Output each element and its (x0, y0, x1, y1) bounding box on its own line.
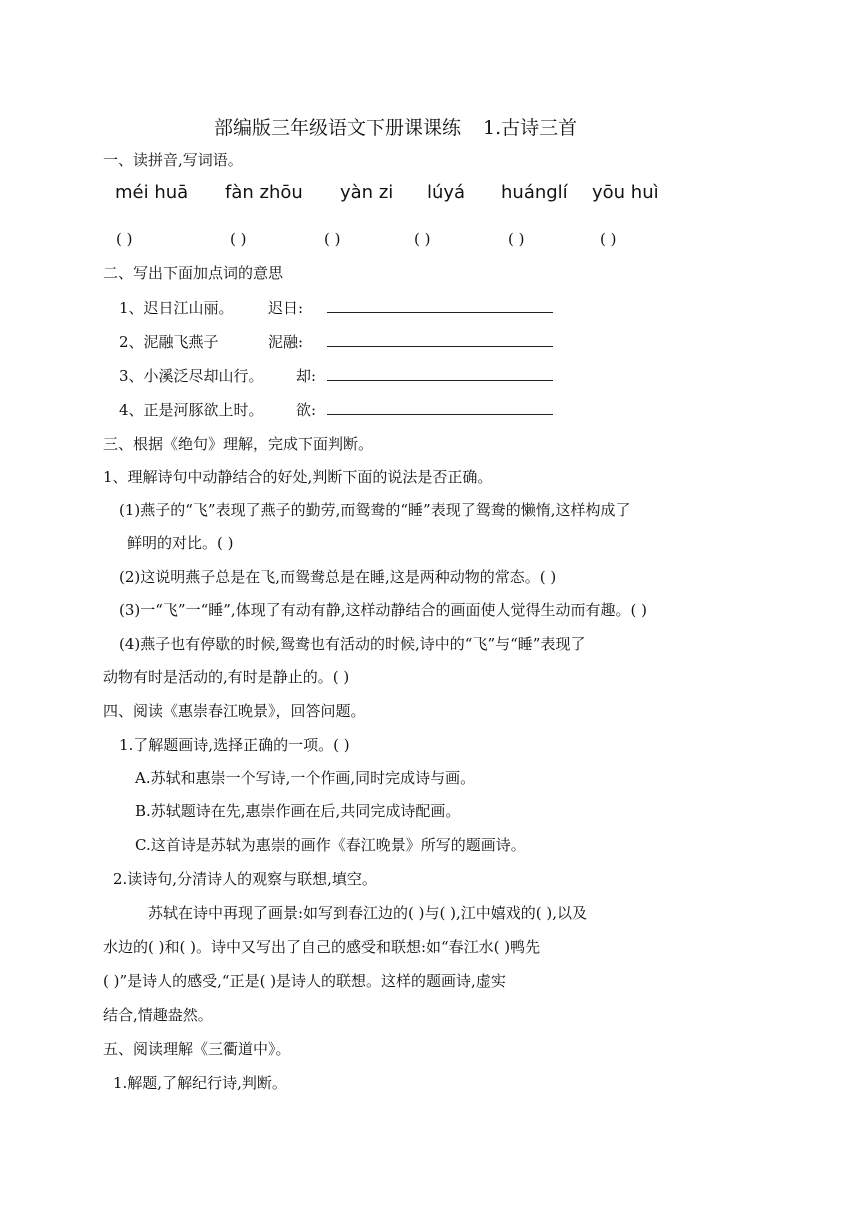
answer-paren-2[interactable]: ( ) (230, 230, 247, 248)
s5-question-1: 1.解题,了解纪行诗,判断。 (113, 1074, 287, 1092)
s2-item-4-question: 4、正是河豚欲上时。 (119, 401, 264, 419)
s3-statement-3[interactable]: (3)一“飞”一“睡”,体现了有动有静,这样动静结合的画面使人觉得生动而有趣。( ) (119, 601, 647, 619)
s3-statement-4b[interactable]: 动物有时是活动的,有时是静止的。( ) (103, 668, 350, 686)
pinyin-6: yōu huì (592, 182, 659, 203)
answer-paren-3[interactable]: ( ) (324, 230, 341, 248)
s3-statement-1b[interactable]: 鲜明的对比。( ) (127, 534, 234, 552)
s2-answer-line-1[interactable] (327, 298, 553, 313)
s4-option-b: B.苏轼题诗在先,惠崇作画在后,共同完成诗配画。 (135, 802, 461, 820)
section2-heading: 二、写出下面加点词的意思 (103, 264, 284, 282)
s3-statement-1a: (1)燕子的“飞”表现了燕子的勤劳,而鸳鸯的“睡”表现了鸳鸯的懒惰,这样构成了 (119, 501, 631, 519)
pinyin-4: lúyá (427, 182, 466, 203)
pinyin-3: yàn zi (340, 182, 394, 203)
answer-paren-1[interactable]: ( ) (116, 230, 133, 248)
s3-statement-4a: (4)燕子也有停歇的时候,鸳鸯也有活动的时候,诗中的“飞”与“睡”表现了 (119, 635, 586, 653)
s2-item-4-word: 欲: (296, 401, 317, 419)
s4-paragraph-line-4: 结合,情趣盎然。 (103, 1006, 213, 1024)
section4-heading: 四、阅读《惠崇春江晚景》，回答问题。 (103, 702, 366, 720)
section5-heading: 五、阅读理解《三衢道中》。 (103, 1040, 291, 1058)
s3-statement-2[interactable]: (2)这说明燕子总是在飞,而鸳鸯总是在睡,这是两种动物的常态。( ) (119, 568, 557, 586)
title-lesson: 1.古诗三首 (483, 117, 578, 139)
answer-paren-4[interactable]: ( ) (414, 230, 431, 248)
s2-item-2-question: 2、泥融飞燕子 (119, 333, 219, 351)
s2-answer-line-2[interactable] (327, 332, 553, 347)
section3-heading: 三、根据《绝句》理解，完成下面判断。 (103, 435, 374, 453)
answer-paren-5[interactable]: ( ) (508, 230, 525, 248)
answer-paren-6[interactable]: ( ) (600, 230, 617, 248)
s2-item-3 (119, 366, 264, 386)
s2-item-1-question: 1、迟日江山丽。 (119, 299, 234, 317)
s2-item-3-word: 却: (296, 367, 317, 385)
s3-question-1: 1、理解诗句中动静结合的好处,判断下面的说法是否正确。 (103, 468, 493, 486)
s4-question-2: 2.读诗句,分清诗人的观察与联想,填空。 (113, 870, 377, 888)
pinyin-5: huánglí (501, 182, 568, 203)
page-title (214, 115, 577, 141)
s2-item-3-question: 3、小溪泛尽却山行。 (119, 367, 264, 385)
s4-question-1[interactable]: 1.了解题画诗,选择正确的一项。( ) (119, 736, 350, 754)
s2-item-1-word: 迟日: (268, 299, 304, 317)
s2-item-2-word: 泥融: (268, 333, 304, 351)
title-main: 部编版三年级语文下册课课练 (214, 117, 462, 139)
s2-answer-line-3[interactable] (327, 366, 553, 381)
s2-answer-line-4[interactable] (327, 400, 553, 415)
pinyin-2: fàn zhōu (225, 182, 303, 203)
s2-item-2 (119, 332, 219, 352)
s4-option-c: C.这首诗是苏轼为惠崇的画作《春江晚景》所写的题画诗。 (135, 836, 526, 854)
section1-heading: 一、读拼音,写词语。 (103, 151, 243, 169)
s4-paragraph-line-2: 水边的( )和( )。诗中又写出了自己的感受和联想:如“春江水( )鸭先 (103, 938, 541, 956)
s4-paragraph-line-1: 苏轼在诗中再现了画景:如写到春江边的( )与( ),江中嬉戏的( ),以及 (148, 904, 588, 922)
s2-item-4 (119, 400, 264, 420)
s2-item-1 (119, 298, 234, 318)
s4-option-a: A.苏轼和惠崇一个写诗,一个作画,同时完成诗与画。 (135, 769, 476, 787)
s4-paragraph-line-3: ( )”是诗人的感受,“正是( )是诗人的联想。这样的题画诗,虚实 (103, 972, 506, 990)
pinyin-1: méi huā (115, 182, 189, 203)
